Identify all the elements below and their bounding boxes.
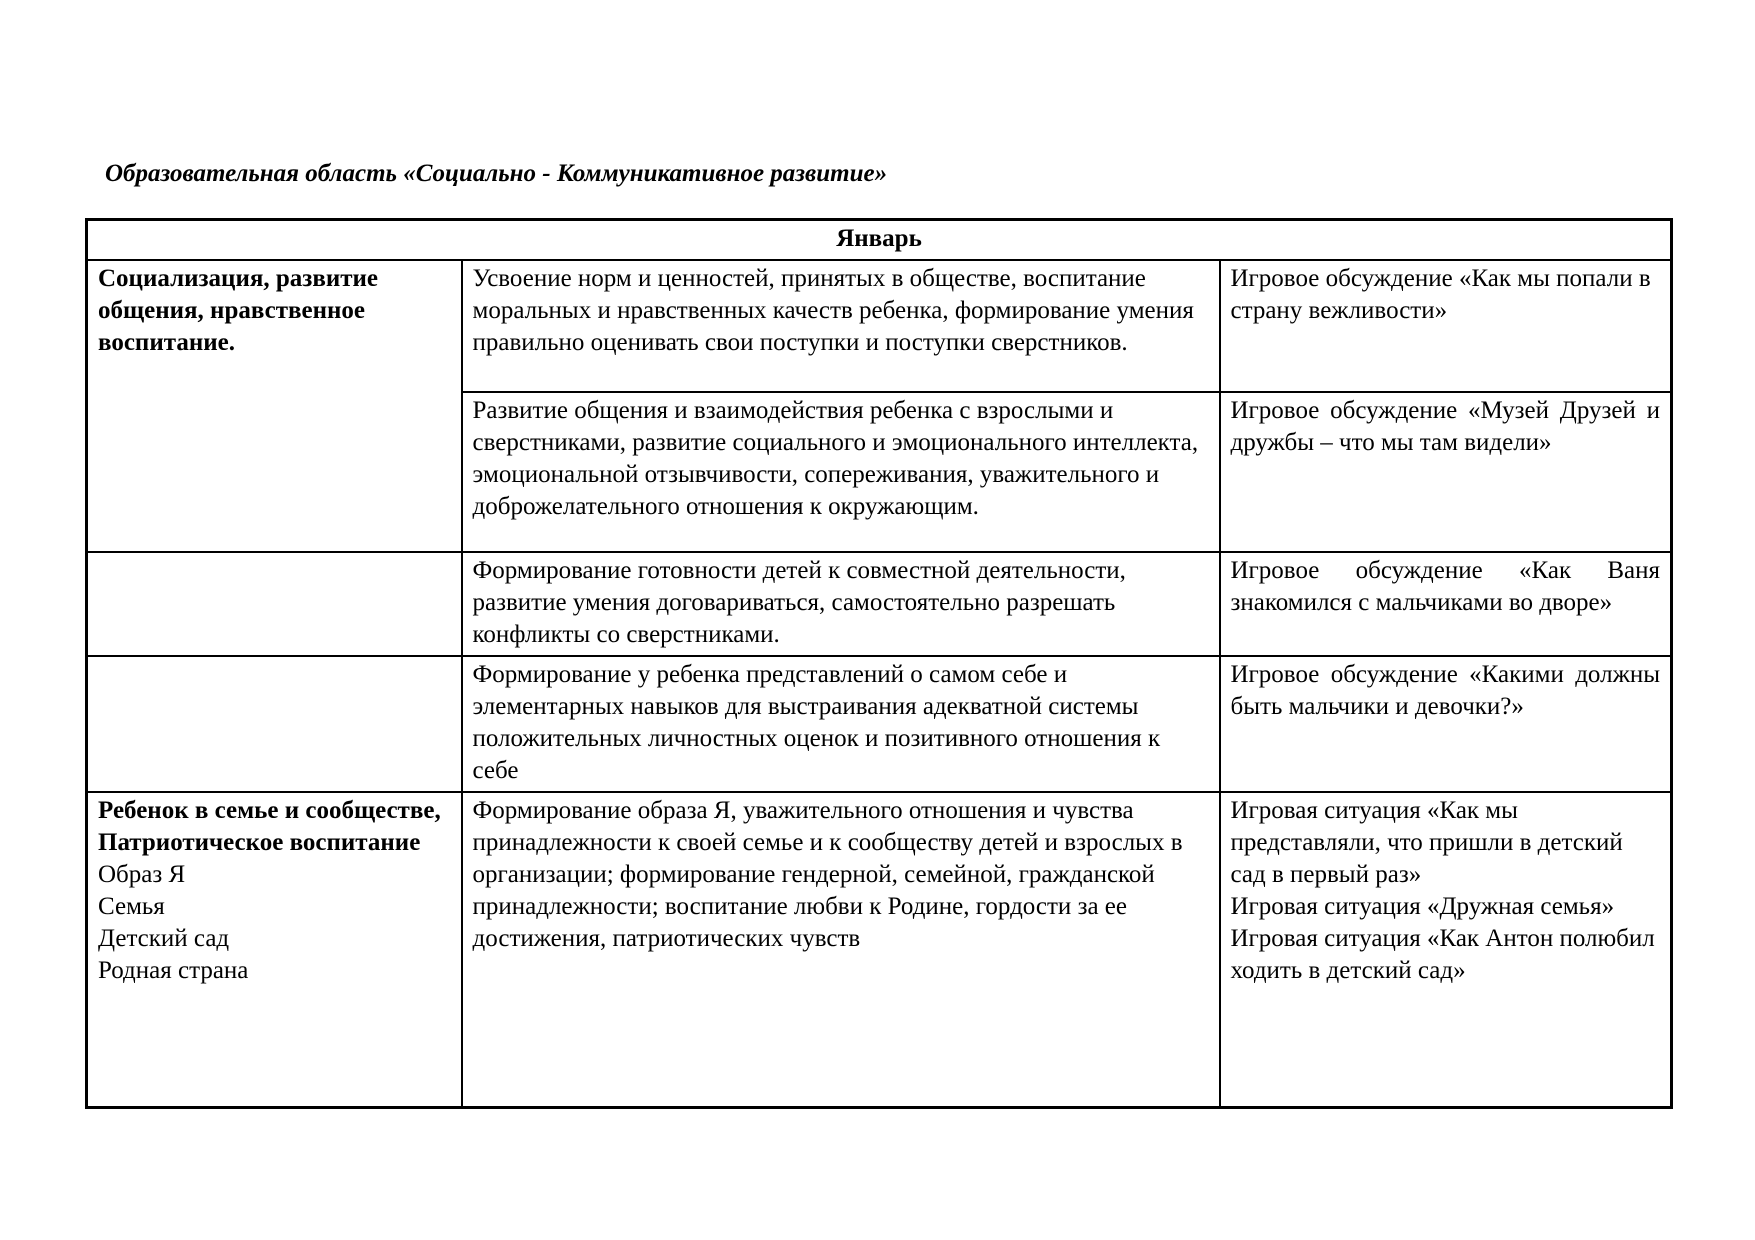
activity-cell: Игровое обсуждение «Как мы попали в страну вежливости» bbox=[1220, 260, 1672, 392]
category-cell-empty bbox=[87, 552, 462, 656]
activity-cell: Игровое обсуждение «Музей Друзей и дружбы – что мы там видели» bbox=[1220, 392, 1672, 552]
activity-cell: Игровое обсуждение «Как Ваня знакомился с мальчиками во дворе» bbox=[1220, 552, 1672, 656]
activity-cell bbox=[1220, 792, 1672, 1107]
category-subitem: Семья bbox=[98, 893, 165, 920]
category-cell-family bbox=[87, 792, 462, 1107]
category-subitem: Родная страна bbox=[98, 957, 249, 984]
category-cell-socialization: Социализация, развитие общения, нравственное воспитание. bbox=[87, 260, 462, 552]
task-cell: Формирование у ребенка представлений о самом себе и элементарных навыков для выстраивания адекватной системы положительных личностных оценок и позитивного отношения к себе bbox=[462, 656, 1220, 792]
table-row bbox=[87, 792, 1672, 1107]
category-title-line: Ребенок в семье и сообществе, bbox=[98, 797, 441, 824]
page-title: Образовательная область «Социально - Коммуникативное развитие» bbox=[105, 160, 888, 187]
activity-cell: Игровое обсуждение «Какими должны быть мальчики и девочки?» bbox=[1220, 656, 1672, 792]
category-title-line: Патриотическое воспитание bbox=[98, 829, 421, 856]
table-row-month-header bbox=[87, 220, 1672, 261]
category-subitem: Детский сад bbox=[98, 925, 230, 952]
activity-paragraph: Игровая ситуация «Как Антон полюбил ходить в детский сад» bbox=[1230, 925, 1655, 984]
category-cell-empty bbox=[87, 656, 462, 792]
table-row bbox=[87, 260, 1672, 392]
activity-paragraph: Игровая ситуация «Дружная семья» bbox=[1230, 893, 1615, 920]
task-cell: Формирование образа Я, уважительного отношения и чувства принадлежности к своей семье и к сообществу детей и взрослых в организации; формирование гендерной, семейной, гражданской принадлежности; воспитание любви к Родине, гордости за ее достижения, патриотических чувств bbox=[462, 792, 1220, 1107]
category-subitem: Образ Я bbox=[98, 861, 186, 888]
task-cell: Развитие общения и взаимодействия ребенка с взрослыми и сверстниками, развитие социального и эмоционального интеллекта, эмоциональной отзывчивости, сопереживания, уважительного и доброжелательного отношения к окружающим. bbox=[462, 392, 1220, 552]
task-cell: Усвоение норм и ценностей, принятых в обществе, воспитание моральных и нравственных качеств ребенка, формирование умения правильно оценивать свои поступки и поступки сверстников. bbox=[462, 260, 1220, 392]
task-cell: Формирование готовности детей к совместной деятельности, развитие умения договариваться, самостоятельно разрешать конфликты со сверстниками. bbox=[462, 552, 1220, 656]
activity-paragraph: Игровая ситуация «Как мы представляли, что пришли в детский сад в первый раз» bbox=[1230, 797, 1623, 888]
table-row bbox=[87, 552, 1672, 656]
monthly-plan-table bbox=[85, 218, 1673, 1109]
table-row bbox=[87, 656, 1672, 792]
month-header: Январь bbox=[87, 220, 1672, 261]
